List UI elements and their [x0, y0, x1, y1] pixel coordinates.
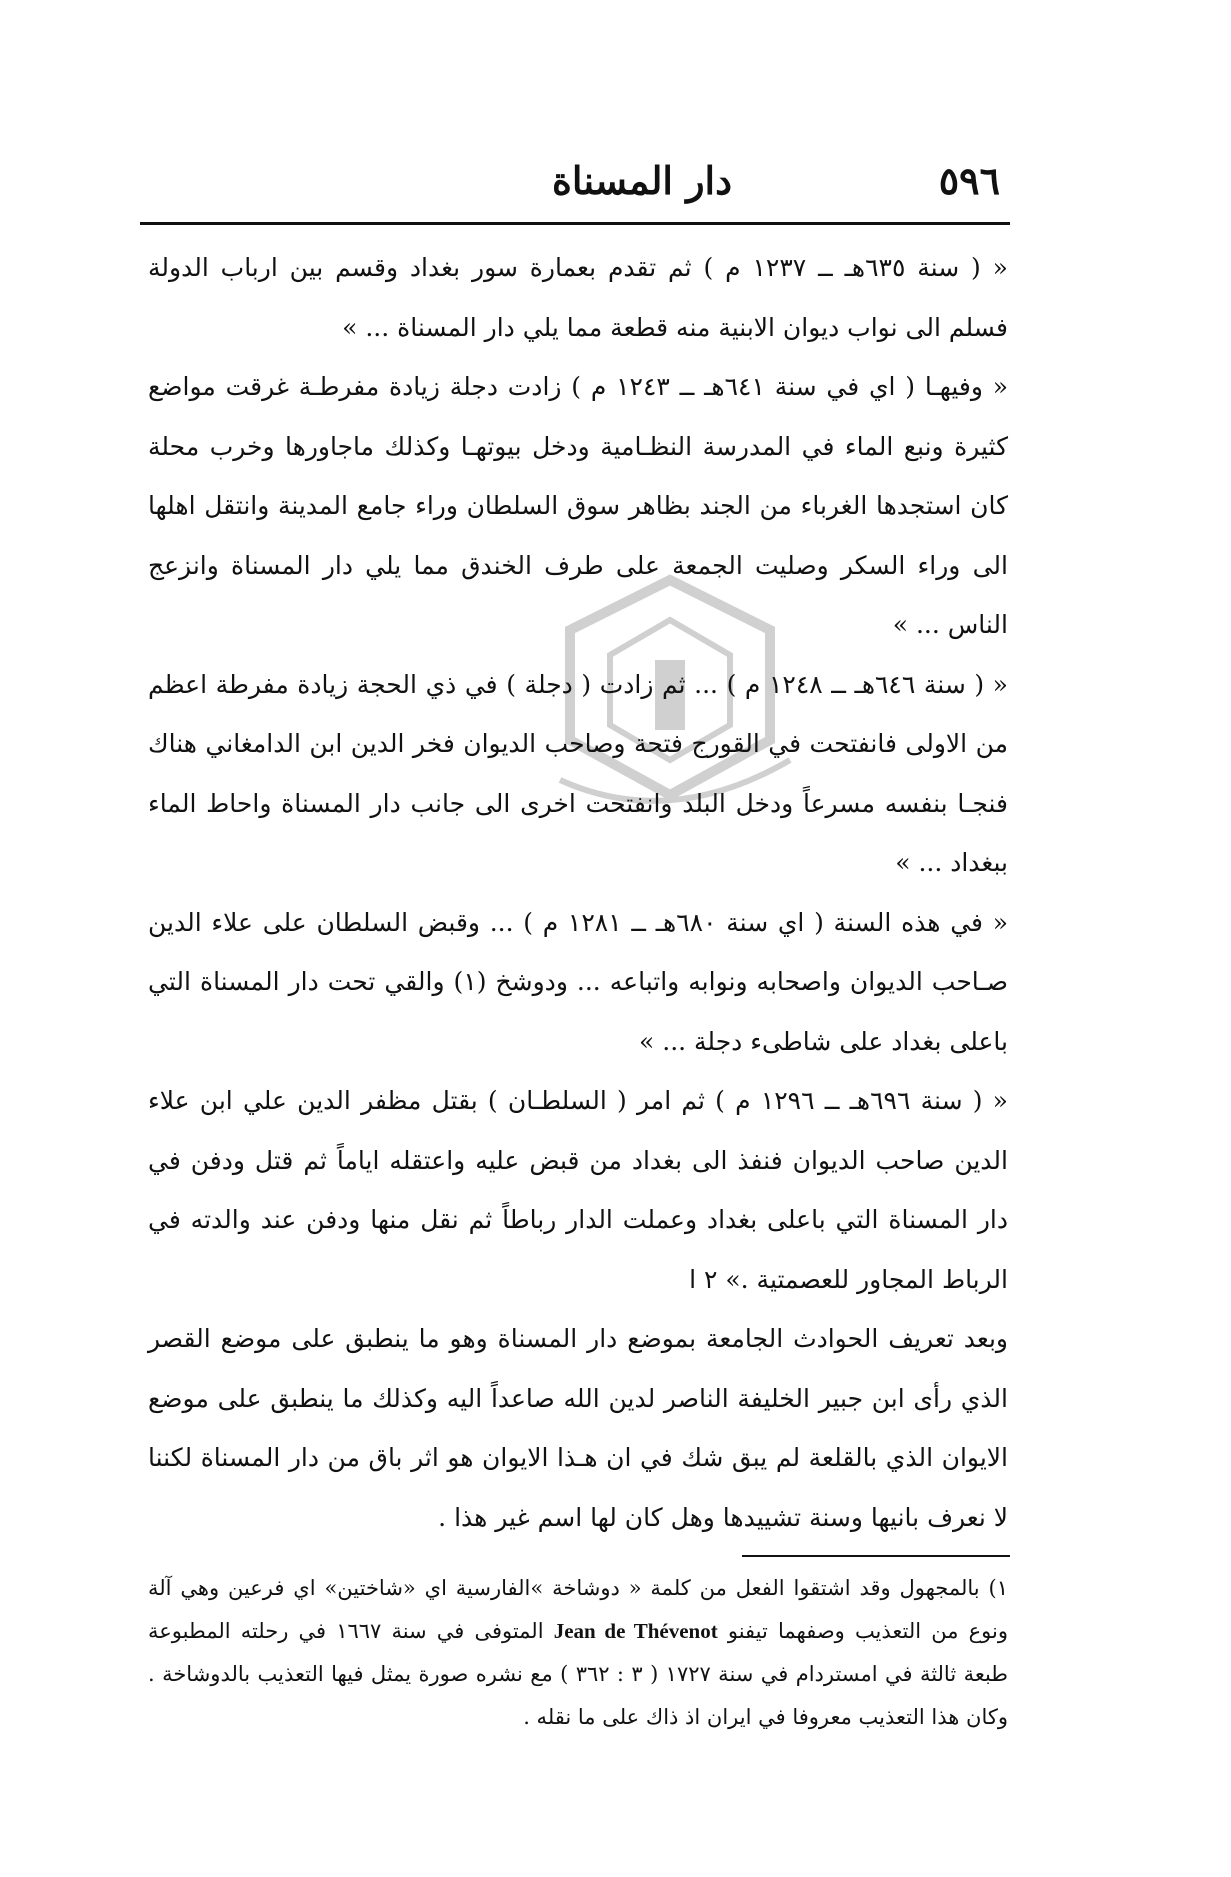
- page-number: ٥٩٦: [938, 158, 1000, 203]
- paragraph-4: « في هذه السنة ( اي سنة ٦٨٠هـ ــ ١٢٨١ م ) ... وقبض السلطان على علاء الدين صـاحب الديوان واصحابه ونوابه واتباعه ... ودوشخ (١) والقي تحت دار المسناة التي باعلى بغداد على شاطىء دجلة ... »: [148, 907, 1008, 1056]
- footnote-1: [148, 1567, 1008, 1739]
- main-text: [148, 238, 1008, 1547]
- footnote-rule: [742, 1555, 1010, 1557]
- page-header: [140, 158, 1000, 218]
- paragraph-5: « ( سنة ٦٩٦هـ ــ ١٢٩٦ م ) ثم امر ( السلطـان ) بقتل مظفر الدين علي ابن علاء الدين صاحب الديوان فنفذ الى بغداد من قبض عليه واعتقله اياماً ثم قتل ودفن في دار المسناة التي باعلى بغداد وعملت الدار رباطاً ثم نقل منها ودفن عند والدته في الرباط المجاور للعصمتية .» ٢ ا: [148, 1086, 1008, 1294]
- header-rule: [140, 222, 1010, 225]
- paragraph-1: « ( سنة ٦٣٥هـ ــ ١٢٣٧ م ) ثم تقدم بعمارة سور بغداد وقسم بين ارباب الدولة فسلم الى نواب ديوان الابنية منه قطعة مما يلي دار المسناة ... »: [148, 253, 1008, 342]
- paragraph-3: « ( سنة ٦٤٦هـ ــ ١٢٤٨ م ) ... ثم زادت ( دجلة ) في ذي الحجة زيادة مفرطة اعظم من الاولى فانفتحت في القورج فتحة وصاحب الديوان فخر الدين ابن الدامغاني هناك فنجـا بنفسه مسرعاً ودخل البلد وانفتحت اخرى الى جانب دار المسناة واحاط الماء ببغداد ... »: [148, 669, 1008, 877]
- footnote-text-part-2: المتوفى في سنة ١٦٦٧ في رحلته المطبوعة طبعة ثالثة في امستردام في سنة ١٧٢٧ ( ٣ : ٣٦٢ ) مع نشره صورة يمثل فيها التعذيب بالدوشاخة . وكان هذا التعذيب معروفا في ايران اذ ذاك على ما نقله .: [148, 1619, 1009, 1729]
- footnote-text-part-1: ١) بالمجهول وقد اشتقوا الفعل من كلمة « دوشاخة »الفارسية اي «شاختين» اي فرعين وهي آلة ونوع من التعذيب وصفهما تيفنو: [148, 1576, 1008, 1643]
- paragraph-6: وبعد تعريف الحوادث الجامعة بموضع دار المسناة وهو ما ينطبق على موضع القصر الذي رأى ابن جبير الخليفة الناصر لدين الله صاعداً اليه وكذلك ما ينطبق على موضع الايوان الذي بالقلعة لم يبق شك في ان هـذا الايوان هو اثر باق من دار المسناة لكننا لا نعرف بانيها وسنة تشييدها وهل كان لها اسم غير هذا .: [148, 1324, 1008, 1532]
- footnotes: [148, 1567, 1008, 1739]
- footnote-latin-name: Jean de Thévenot: [553, 1619, 718, 1643]
- running-title: دار المسناة: [552, 158, 733, 203]
- paragraph-2: « وفيهـا ( اي في سنة ٦٤١هـ ــ ١٢٤٣ م ) زادت دجلة زيادة مفرطـة غرقت مواضع كثيرة ونبع الماء في المدرسة النظـامية ودخل بيوتهـا وكذلك ماجاورها وخرب محلة كان استجدها الغرباء من الجند بظاهر سوق السلطان وراء جامع المدينة وانتقل اهلها الى وراء السكر وصليت الجمعة على طرف الخندق مما يلي دار المسناة وانزعج الناس ... »: [148, 372, 1008, 639]
